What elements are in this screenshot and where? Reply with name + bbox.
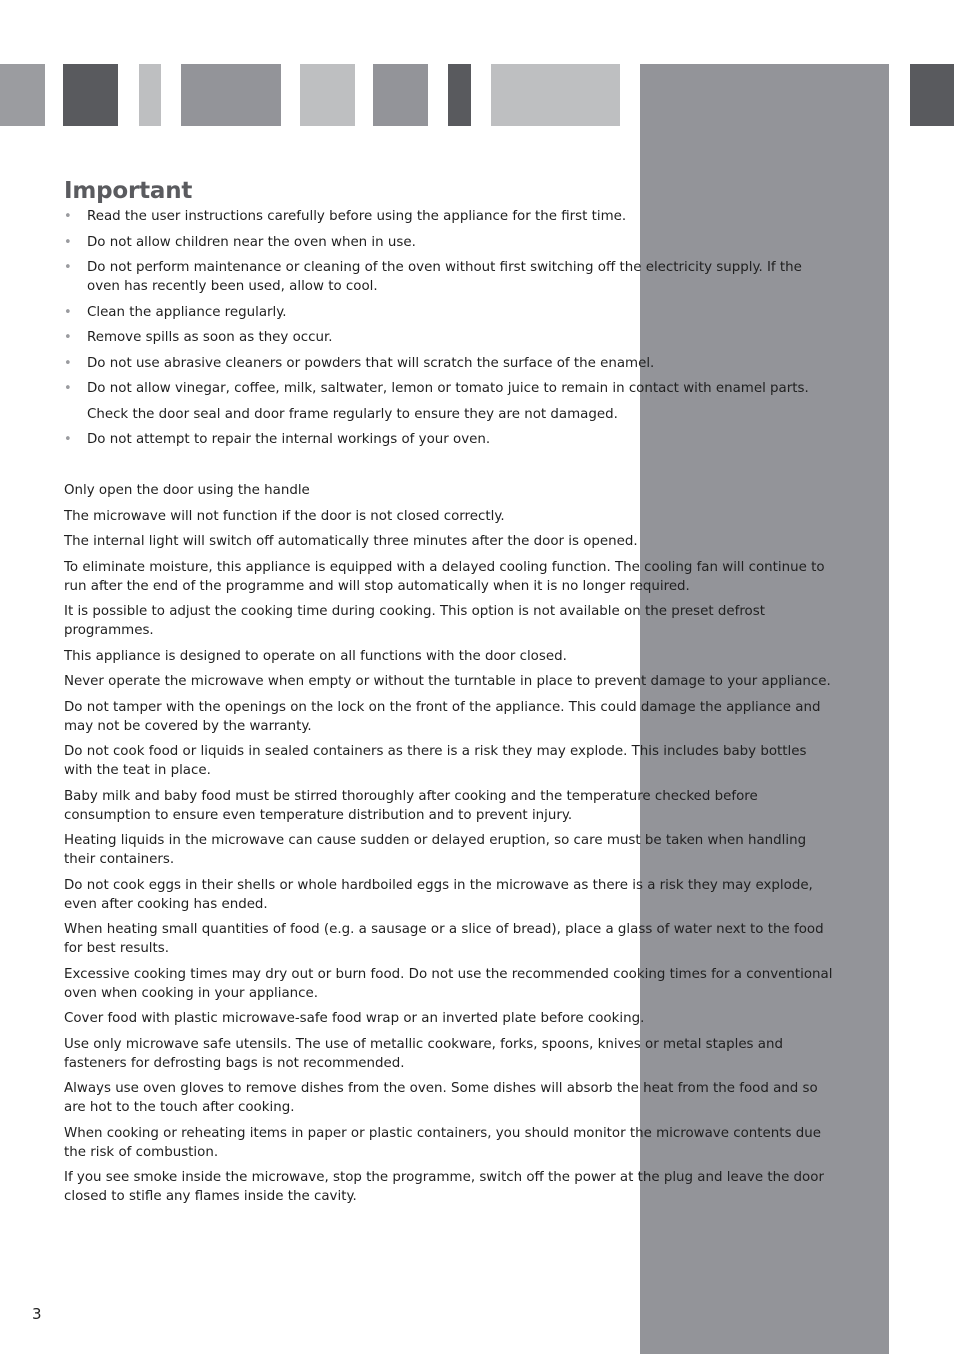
list-item-text: Do not perform maintenance or cleaning of the oven without first switching off the electricity supply. If the oven has recently been used, allow to cool.	[87, 260, 802, 294]
header-block-1	[0, 64, 45, 126]
safety-paragraphs	[64, 481, 834, 1206]
list-item-text: Do not attempt to repair the internal workings of your oven.	[87, 432, 491, 447]
bullet-icon: •	[64, 355, 72, 371]
safety-paragraph: Cover food with plastic microwave-safe food wrap or an inverted plate before cooking.	[64, 1011, 645, 1026]
main-content	[64, 178, 834, 1213]
safety-paragraph: Excessive cooking times may dry out or burn food. Do not use the recommended cooking times for a conventional oven when cooking in your appliance.	[64, 966, 833, 1001]
header-block-8	[491, 64, 620, 126]
list-item-text: Do not allow children near the oven when in use.	[87, 234, 416, 250]
list-item	[64, 233, 834, 252]
bullet-icon: •	[64, 330, 72, 345]
list-item	[64, 354, 834, 373]
bullet-icon: •	[64, 304, 72, 320]
header-block-9	[910, 64, 954, 126]
list-item	[64, 430, 834, 449]
safety-paragraph: When heating small quantities of food (e.g. a sausage or a slice of bread), place a glass of water next to the food for best results.	[64, 922, 824, 956]
safety-paragraph: This appliance is designed to operate on all functions with the door closed.	[64, 648, 567, 664]
safety-paragraph: Only open the door using the handle	[64, 483, 310, 498]
bullet-icon: •	[64, 234, 72, 250]
list-item-text: Read the user instructions carefully before using the appliance for the first time.	[87, 209, 627, 224]
header-block-7	[448, 64, 471, 126]
header-block-6	[373, 64, 428, 126]
safety-paragraph: The internal light will switch off automatically three minutes after the door is opened.	[64, 534, 638, 549]
safety-paragraph: The microwave will not function if the door is not closed correctly.	[64, 508, 505, 524]
safety-paragraph: Always use oven gloves to remove dishes from the oven. Some dishes will absorb the heat from the food and so are hot to the touch after cooking.	[64, 1081, 818, 1115]
safety-paragraph: If you see smoke inside the microwave, stop the programme, switch off the power at the plug and leave the door closed to stifle any flames inside the cavity.	[64, 1170, 824, 1204]
page-number: 3	[32, 1305, 42, 1323]
list-item-text: Remove spills as soon as they occur.	[87, 330, 333, 345]
header-block-2	[63, 64, 118, 126]
list-item-text: Do not use abrasive cleaners or powders that will scratch the surface of the enamel.	[87, 355, 655, 371]
list-item	[64, 258, 834, 296]
safety-paragraph: Do not tamper with the openings on the lock on the front of the appliance. This could damage the appliance and may not be covered by the warranty.	[64, 699, 821, 734]
list-item	[64, 303, 834, 322]
safety-paragraph: Do not cook eggs in their shells or whole hardboiled eggs in the microwave as there is a risk they may explode, even after cooking has ended.	[64, 877, 813, 912]
list-item	[64, 379, 834, 398]
safety-paragraph: Baby milk and baby food must be stirred thoroughly after cooking and the temperature checked before consumption to ensure even temperature distribution and to prevent injury.	[64, 788, 758, 823]
safety-paragraph: Use only microwave safe utensils. The use of metallic cookware, forks, spoons, knives or metal staples and fasteners for defrosting bags is not recommended.	[64, 1036, 783, 1071]
list-item	[64, 405, 834, 424]
safety-paragraph: It is possible to adjust the cooking time during cooking. This option is not available on the preset defrost programmes.	[64, 604, 765, 638]
section-heading: Important	[64, 178, 193, 204]
important-list	[64, 207, 834, 449]
safety-paragraph: Do not cook food or liquids in sealed containers as there is a risk they may explode. This includes baby bottles with the teat in place.	[64, 744, 807, 778]
list-item-text: Do not allow vinegar, coffee, milk, saltwater, lemon or tomato juice to remain in contact with enamel parts.	[87, 381, 809, 396]
bullet-icon: •	[64, 209, 72, 224]
safety-paragraph: To eliminate moisture, this appliance is equipped with a delayed cooling function. The cooling fan will continue to run after the end of the programme and will stop automatically when it is no longer required.	[64, 559, 825, 594]
header-block-5	[300, 64, 355, 126]
list-item-text: Clean the appliance regularly.	[87, 304, 287, 320]
list-item	[64, 328, 834, 347]
safety-paragraph: When cooking or reheating items in paper or plastic containers, you should monitor the microwave contents due the risk of combustion.	[64, 1125, 821, 1160]
list-item	[64, 207, 834, 226]
safety-paragraph: Heating liquids in the microwave can cause sudden or delayed eruption, so care must be taken when handling their containers.	[64, 833, 807, 867]
safety-paragraph: Never operate the microwave when empty or without the turntable in place to prevent damage to your appliance.	[64, 674, 831, 689]
header-block-4	[181, 64, 281, 126]
header-block-3	[139, 64, 161, 126]
bullet-icon: •	[64, 260, 72, 275]
list-item-text: Check the door seal and door frame regularly to ensure they are not damaged.	[87, 406, 618, 422]
bullet-icon: •	[64, 432, 72, 447]
bullet-icon: •	[64, 381, 72, 396]
